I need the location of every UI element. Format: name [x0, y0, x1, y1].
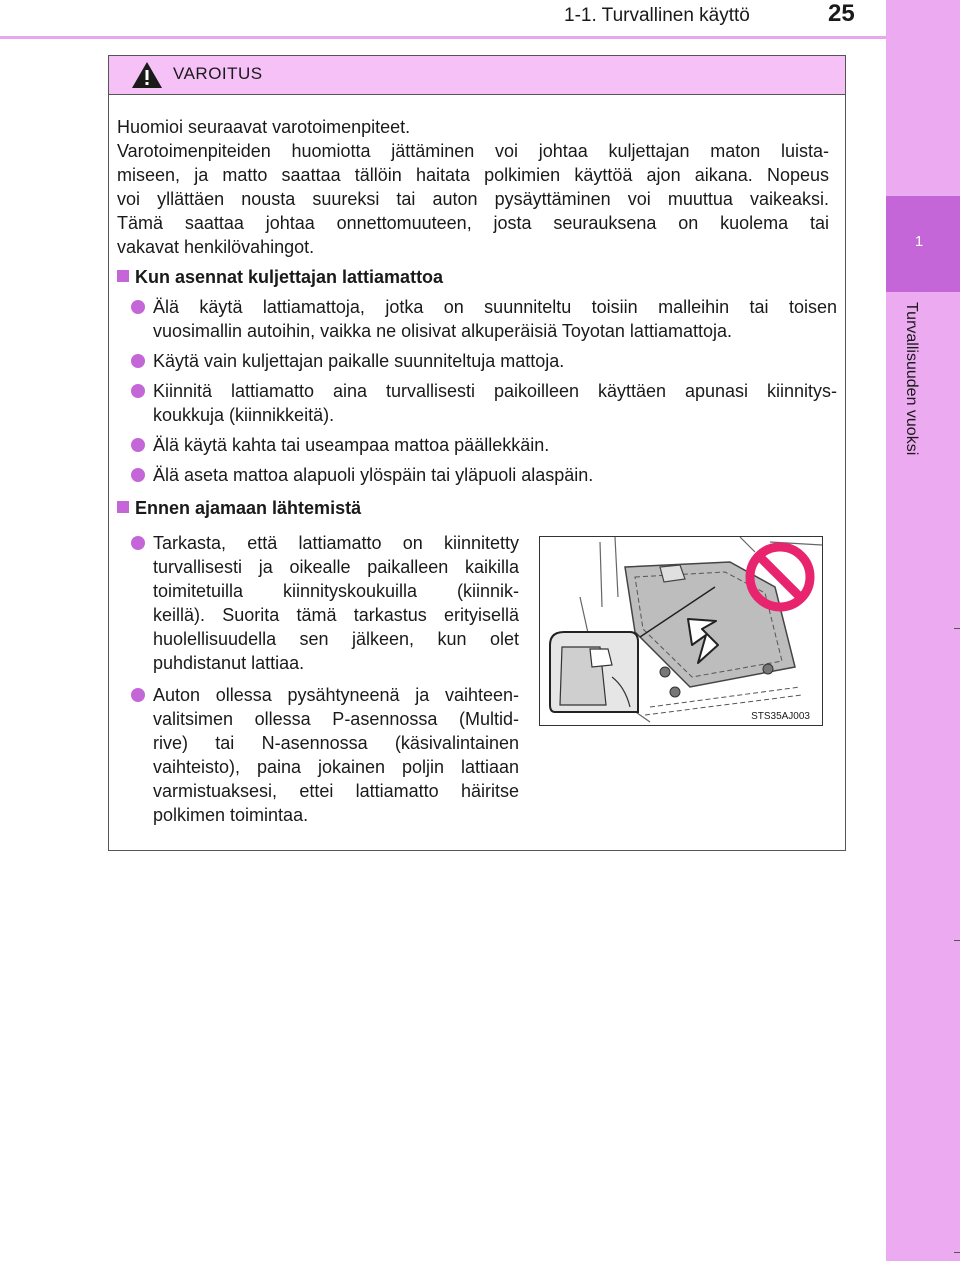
- list-item: Kiinnitä lattiamatto aina turvallisesti paikoilleen käyttäen apunasi kiinnitys- koukkuja (kiinnikkeitä).: [131, 379, 837, 427]
- illustration-code: STS35AJ003: [751, 711, 810, 722]
- list-item: Auton ollessa pysähtyneenä ja vaihteen- valitsimen ollessa P-asennossa (Multid- rive) tai N-asennossa (käsivalintainen vaihteisto), paina jokainen poljin lattiaan varmistuaksesi, ettei lattiamatto häiritse polkimen toimintaa.: [131, 683, 521, 827]
- warning-intro-line: miseen, ja matto saattaa tällöin haitata polkimien käyttöä ajon aikana. Nopeus: [117, 165, 829, 185]
- chapter-number: 1: [914, 233, 924, 250]
- bullet-dot-icon: [131, 384, 145, 398]
- list-item: Älä käytä lattiamattoja, jotka on suunniteltu toisiin malleihin tai toisen vuosimallin autoihin, vaikka ne olisivat alkuperäisiä Toyotan lattiamattoja.: [131, 295, 837, 343]
- warning-intro-line: Huomioi seuraavat varotoimenpiteet.: [117, 117, 411, 137]
- chapter-side-band: [886, 0, 960, 1261]
- warning-intro-line: Tämä saattaa johtaa onnettomuuteen, josta seurauksena on kuolema tai: [117, 213, 829, 233]
- warning-header: [109, 56, 845, 95]
- bullet-dot-icon: [131, 688, 145, 702]
- warning-title: VAROITUS: [173, 64, 263, 83]
- header-rule: [0, 36, 886, 39]
- side-tick: [954, 940, 960, 941]
- floor-mat-illustration: [539, 536, 823, 726]
- bullet-dot-icon: [131, 536, 145, 550]
- list-item: Älä aseta mattoa alapuoli ylöspäin tai yläpuoli alaspäin.: [131, 463, 837, 487]
- warning-intro-line: Varotoimenpiteiden huomiotta jättäminen voi johtaa kuljettajan maton luista-: [117, 141, 829, 161]
- bullet-dot-icon: [131, 438, 145, 452]
- warning-triangle-icon: [131, 61, 163, 89]
- warning-intro-line: voi yllättäen nousta suureksi tai auton pysäyttäminen voi muuttua vaikeaksi.: [117, 189, 829, 209]
- floor-mat-drawing: [540, 537, 822, 725]
- bullet-dot-icon: [131, 300, 145, 314]
- warning-intro-line: vakavat henkilövahingot.: [117, 237, 315, 257]
- bullet-dot-icon: [131, 468, 145, 482]
- section-square-icon: [117, 270, 129, 282]
- section-heading: Kun asennat kuljettajan lattiamattoa: [117, 265, 443, 289]
- chapter-tab[interactable]: [886, 196, 960, 292]
- list-item: Tarkasta, että lattiamatto on kiinnitetty turvallisesti ja oikealle paikalleen kaikilla toimitetuilla kiinnityskoukuilla (kiinnik- keillä). Suorita tämä tarkastus erityisellä huolellisuudella sen jälkeen, kun olet puhdistanut lattiaa.: [131, 531, 521, 675]
- list-item: Älä käytä kahta tai useampaa mattoa päällekkäin.: [131, 433, 837, 457]
- side-tick: [954, 628, 960, 629]
- chapter-title: Turvallisuuden vuoksi: [903, 302, 920, 456]
- section-title: 1-1. Turvallinen käyttö: [564, 5, 750, 26]
- section-heading: Ennen ajamaan lähtemistä: [117, 496, 361, 520]
- page-number: 25: [828, 0, 855, 27]
- list-item: Käytä vain kuljettajan paikalle suunniteltuja mattoja.: [131, 349, 837, 373]
- warning-box: [108, 55, 846, 851]
- section-square-icon: [117, 501, 129, 513]
- side-tick: [954, 1252, 960, 1253]
- bullet-dot-icon: [131, 354, 145, 368]
